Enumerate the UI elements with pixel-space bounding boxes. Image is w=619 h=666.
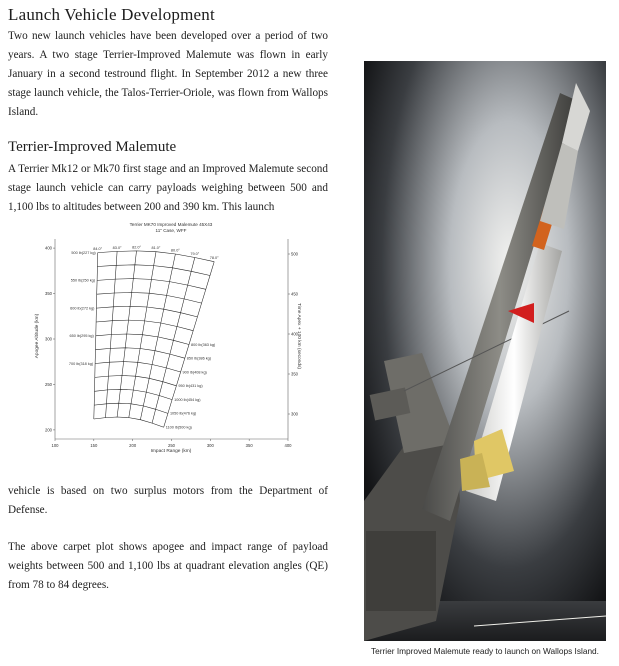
- y2-tick-label: 400: [291, 331, 298, 337]
- weight-label-left: 700 lb(318 kg): [68, 361, 94, 366]
- y2-tick-label: 350: [291, 371, 298, 377]
- y2-tick-label: 450: [291, 291, 298, 297]
- page-heading: Launch Vehicle Development: [8, 5, 215, 24]
- y-tick-label: 250: [45, 381, 52, 387]
- y-tick-label: 350: [45, 291, 52, 297]
- x-tick-label: 200: [129, 443, 137, 448]
- qe-label: 84.0°: [93, 247, 103, 252]
- weight-label-right: 1000 lb(454 kg): [174, 397, 201, 402]
- x-tick-label: 250: [168, 443, 175, 448]
- qe-label: 78.0°: [209, 256, 219, 261]
- x-tick-label: 400: [284, 443, 292, 448]
- qe-label: 80.0°: [170, 248, 180, 253]
- weight-label-right: 800 lb(363 kg): [190, 342, 216, 347]
- qe-line: [129, 252, 156, 418]
- weight-label-left: 600 lb(272 kg): [70, 306, 95, 311]
- x-tick-label: 100: [51, 443, 59, 448]
- y-axis-label: Apogee Altitude (km): [35, 313, 40, 359]
- y-tick-label: 200: [45, 427, 52, 433]
- y-tick-label: 300: [45, 336, 52, 342]
- y2-tick-label: 500: [291, 251, 298, 257]
- carpet-plot: [34, 221, 304, 457]
- vehicle-description-paragraph: A Terrier Mk12 or Mk70 first stage and an Improved Malemute second stage launch vehicle can carry payloads weighing between 500 and 1,100 lbs to altitudes between 200 and 390 km. This launch: [8, 163, 328, 213]
- qe-label: 81.0°: [151, 246, 161, 251]
- carpet-plot-description: The above carpet plot shows apogee and impact range of payload weights between 500 and 1,100 lbs at quadrant elevation angles (QE) from 78 to 84 degrees.: [8, 541, 328, 591]
- photo-caption: Terrier Improved Malemute ready to launch on Wallops Island.: [371, 646, 599, 656]
- weight-label-right: 850 lb(386 kg): [186, 356, 212, 361]
- section-heading: Terrier-Improved Malemute: [8, 139, 177, 155]
- y-tick-label: 400: [45, 245, 52, 251]
- weight-label-right: 900 lb(408 kg): [182, 370, 207, 375]
- chart-title: Terrier MK70 Improved Malemute 45X43: [129, 222, 213, 227]
- weight-label-left: 500 lb(227 kg): [71, 250, 96, 255]
- intro-paragraph: Two new launch vehicles have been developed over a period of two years. A two stage Terrier-Improved Malemute was flown in early January in a second testround flight. In September 2012 a new three stage launch vehicle, the Talos-Terrier-Oriole, was flown from Wallops Island.: [8, 30, 328, 118]
- x-axis-label: Impact Range (km): [150, 449, 192, 454]
- vehicle-motors-paragraph: vehicle is based on two surplus motors from the Department of Defense.: [8, 485, 328, 516]
- y2-tick-label: 300: [291, 411, 298, 417]
- chart-subtitle: 11" Case, WFF: [155, 228, 187, 233]
- x-tick-label: 350: [245, 443, 253, 448]
- weight-label-right: 1050 lb(476 kg): [169, 411, 197, 416]
- qe-line: [140, 254, 175, 420]
- y2-axis-label: Time Apex + 100 km (seconds): [296, 302, 301, 370]
- qe-label: 79.0°: [190, 251, 200, 256]
- weight-label-left: 550 lb(250 kg): [70, 278, 96, 283]
- weight-label-right: 1100 lb(500 kg): [165, 425, 192, 430]
- weight-label-right: 950 lb(431 kg): [178, 384, 203, 389]
- x-tick-label: 300: [206, 443, 214, 448]
- weight-label-left: 650 lb(295 kg): [69, 334, 94, 339]
- launch-photo: [364, 61, 606, 641]
- qe-label: 82.0°: [132, 245, 142, 250]
- x-tick-label: 150: [90, 443, 98, 448]
- qe-label: 83.0°: [112, 245, 122, 250]
